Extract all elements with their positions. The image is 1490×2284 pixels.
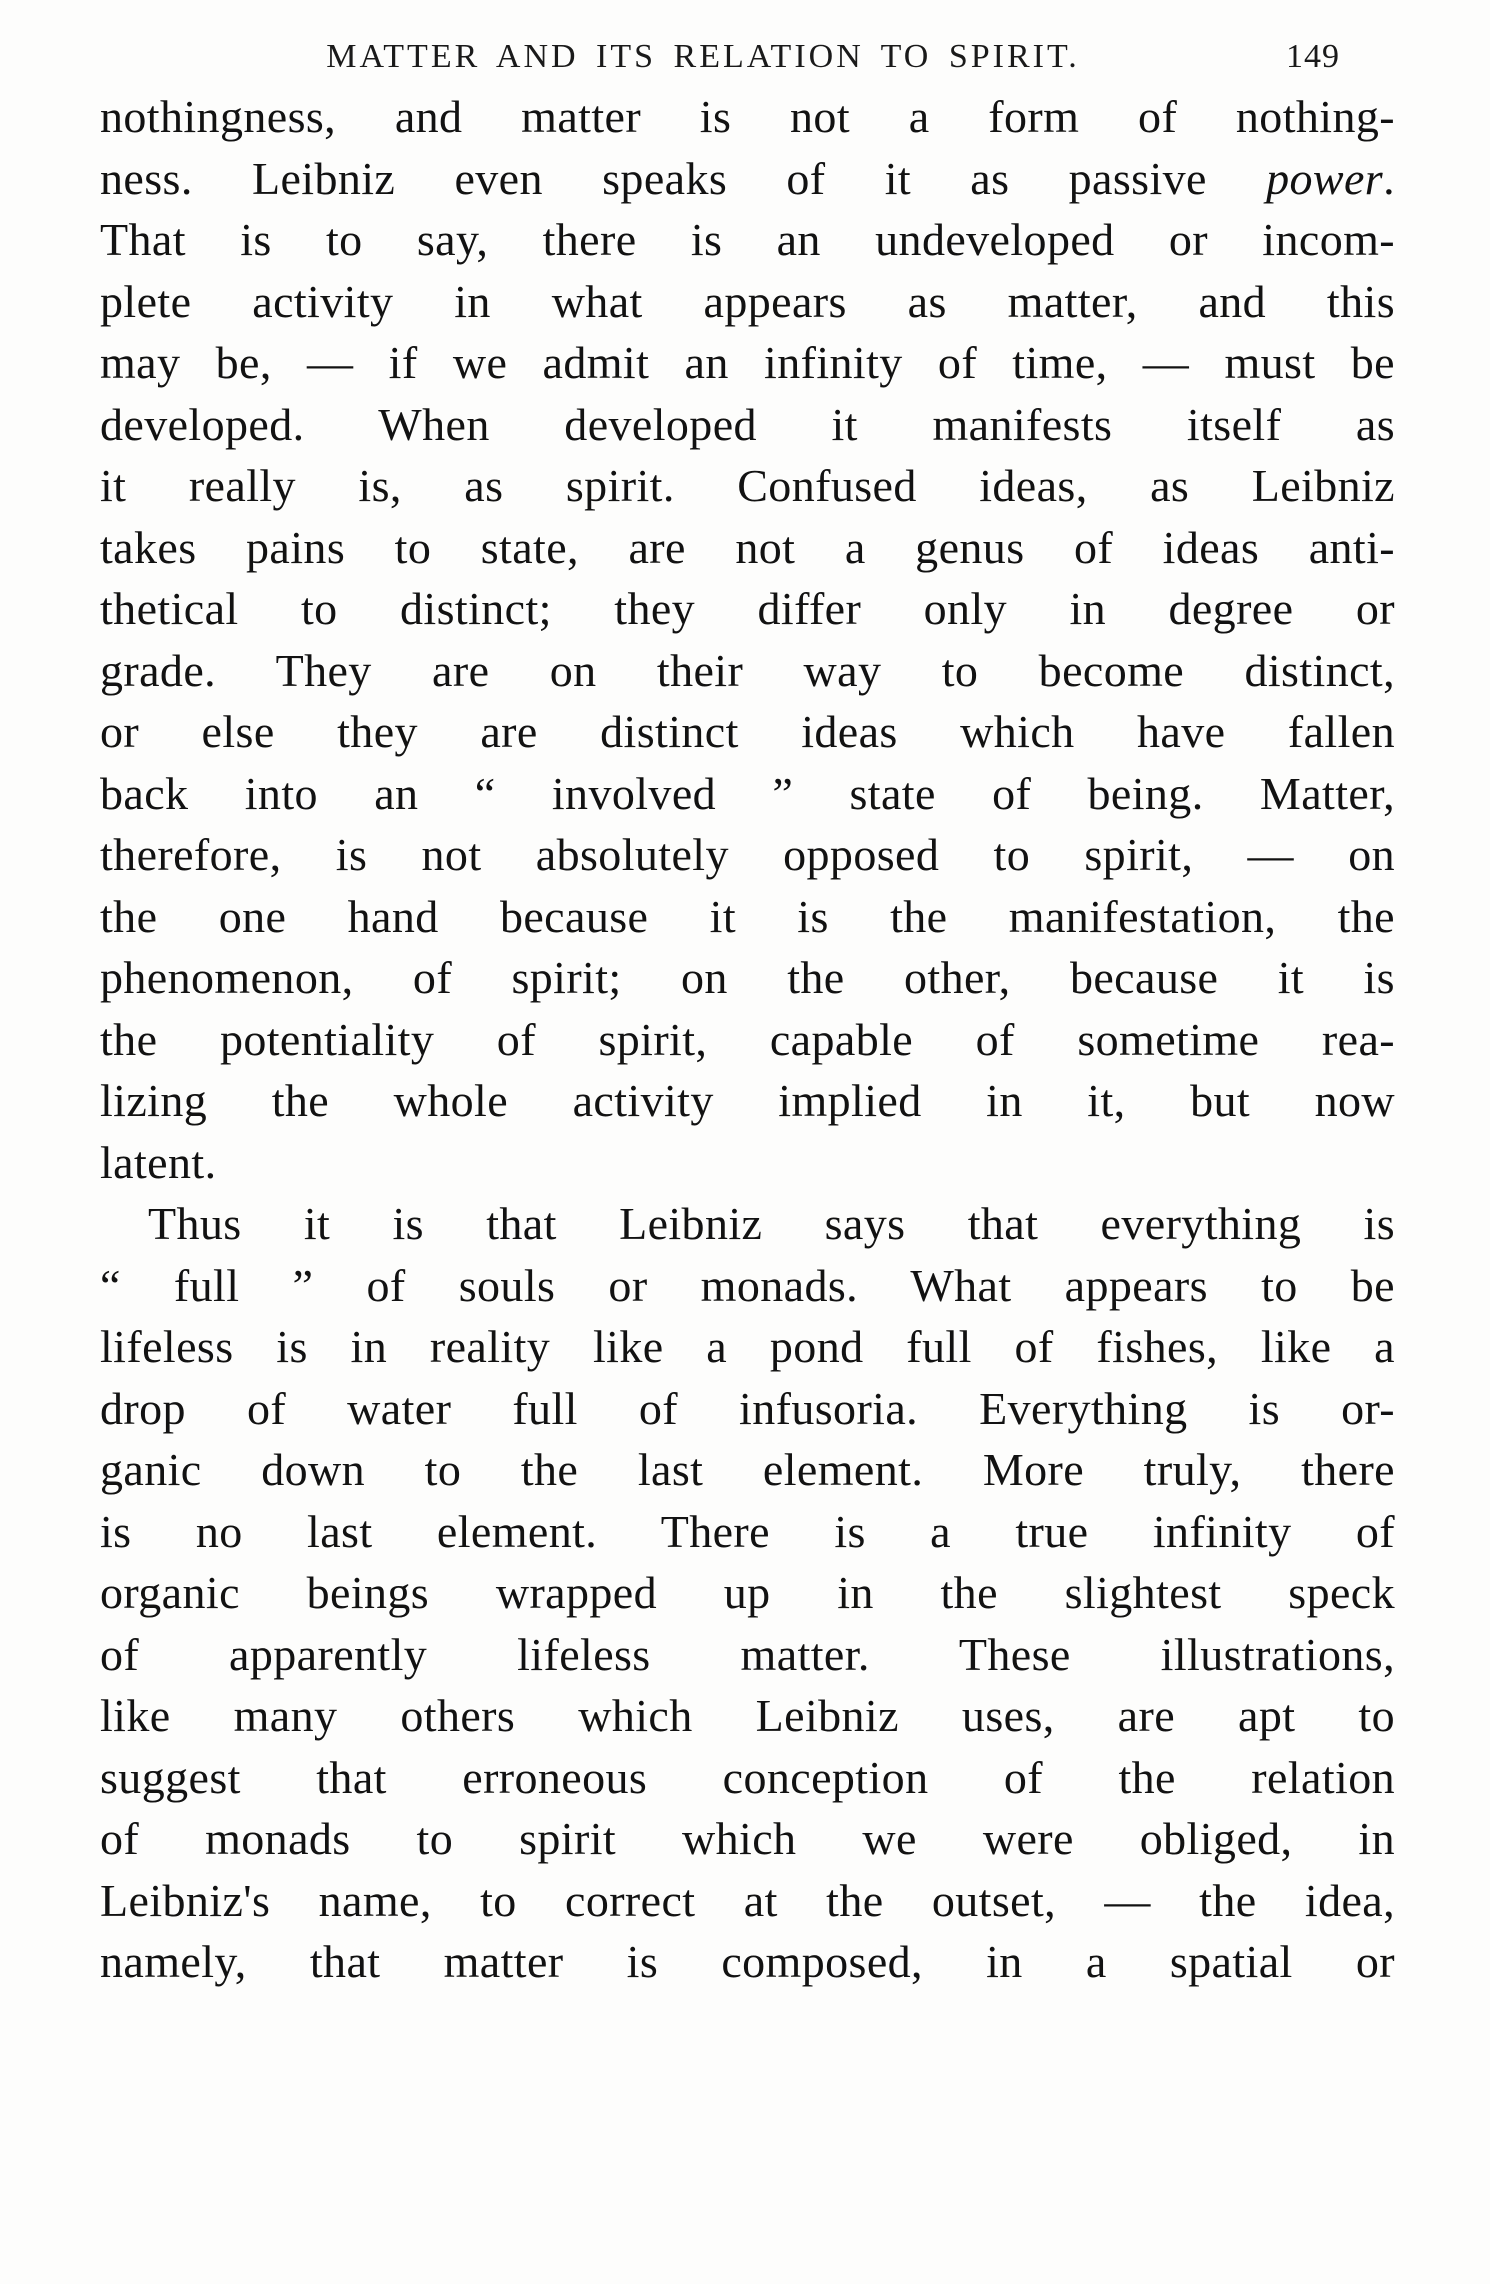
- text-line: of monads to spirit which we were obliged, in: [100, 1813, 1395, 1864]
- text-line: takes pains to state, are not a genus of ideas anti-: [100, 521, 1395, 573]
- text-line: namely, that matter is composed, in a spatial or: [100, 1936, 1395, 1987]
- text-line: back into an “ involved ” state of being. Matter,: [100, 767, 1395, 819]
- text-line: ness. Leibniz even speaks of it as passive power.: [100, 152, 1395, 204]
- page-body: [100, 86, 1395, 1993]
- text-line: lifeless is in reality like a pond full of fishes, like a: [100, 1321, 1395, 1372]
- text-line: like many others which Leibniz uses, are apt to: [100, 1690, 1395, 1741]
- paragraph: [100, 86, 1395, 1193]
- text-line: thetical to distinct; they differ only in degree or: [100, 583, 1395, 634]
- text-line: lizing the whole activity implied in it, but now: [100, 1075, 1395, 1126]
- text-line: nothingness, and matter is not a form of nothing-: [100, 91, 1395, 142]
- text-line: “ full ” of souls or monads. What appears to be: [100, 1259, 1395, 1311]
- text-line: developed. When developed it manifests itself as: [100, 398, 1395, 450]
- text-line: organic beings wrapped up in the slightest speck: [100, 1567, 1395, 1618]
- text-line: Leibniz's name, to correct at the outset, — the idea,: [100, 1874, 1395, 1926]
- text-line: drop of water full of infusoria. Everything is or-: [100, 1382, 1395, 1434]
- header-title: MATTER AND ITS RELATION TO SPIRIT.: [326, 38, 1080, 75]
- text-line: or else they are distinct ideas which have fallen: [100, 706, 1395, 757]
- text-line: latent.: [100, 1136, 217, 1188]
- text-line: may be, — if we admit an infinity of time, — must be: [100, 337, 1395, 388]
- text-line: is no last element. There is a true infinity of: [100, 1505, 1395, 1557]
- text-line: the one hand because it is the manifestation, the: [100, 890, 1395, 942]
- page-number: 149: [1286, 38, 1340, 75]
- text-line: plete activity in what appears as matter, and this: [100, 275, 1395, 327]
- text-line: the potentiality of spirit, capable of sometime rea-: [100, 1013, 1395, 1065]
- running-header: [150, 38, 1340, 76]
- text-line: grade. They are on their way to become distinct,: [100, 644, 1395, 696]
- text-line: phenomenon, of spirit; on the other, because it is: [100, 952, 1395, 1003]
- text-line: That is to say, there is an undeveloped or incom-: [100, 214, 1395, 265]
- paragraph: [100, 1193, 1395, 1993]
- text-line: it really is, as spirit. Confused ideas, as Leibniz: [100, 460, 1395, 511]
- text-line: ganic down to the last element. More truly, there: [100, 1444, 1395, 1495]
- text-line: of apparently lifeless matter. These illustrations,: [100, 1628, 1395, 1680]
- text-line: Thus it is that Leibniz says that everything is: [148, 1198, 1395, 1249]
- text-line: suggest that erroneous conception of the relation: [100, 1751, 1395, 1803]
- text-line: therefore, is not absolutely opposed to spirit, — on: [100, 829, 1395, 880]
